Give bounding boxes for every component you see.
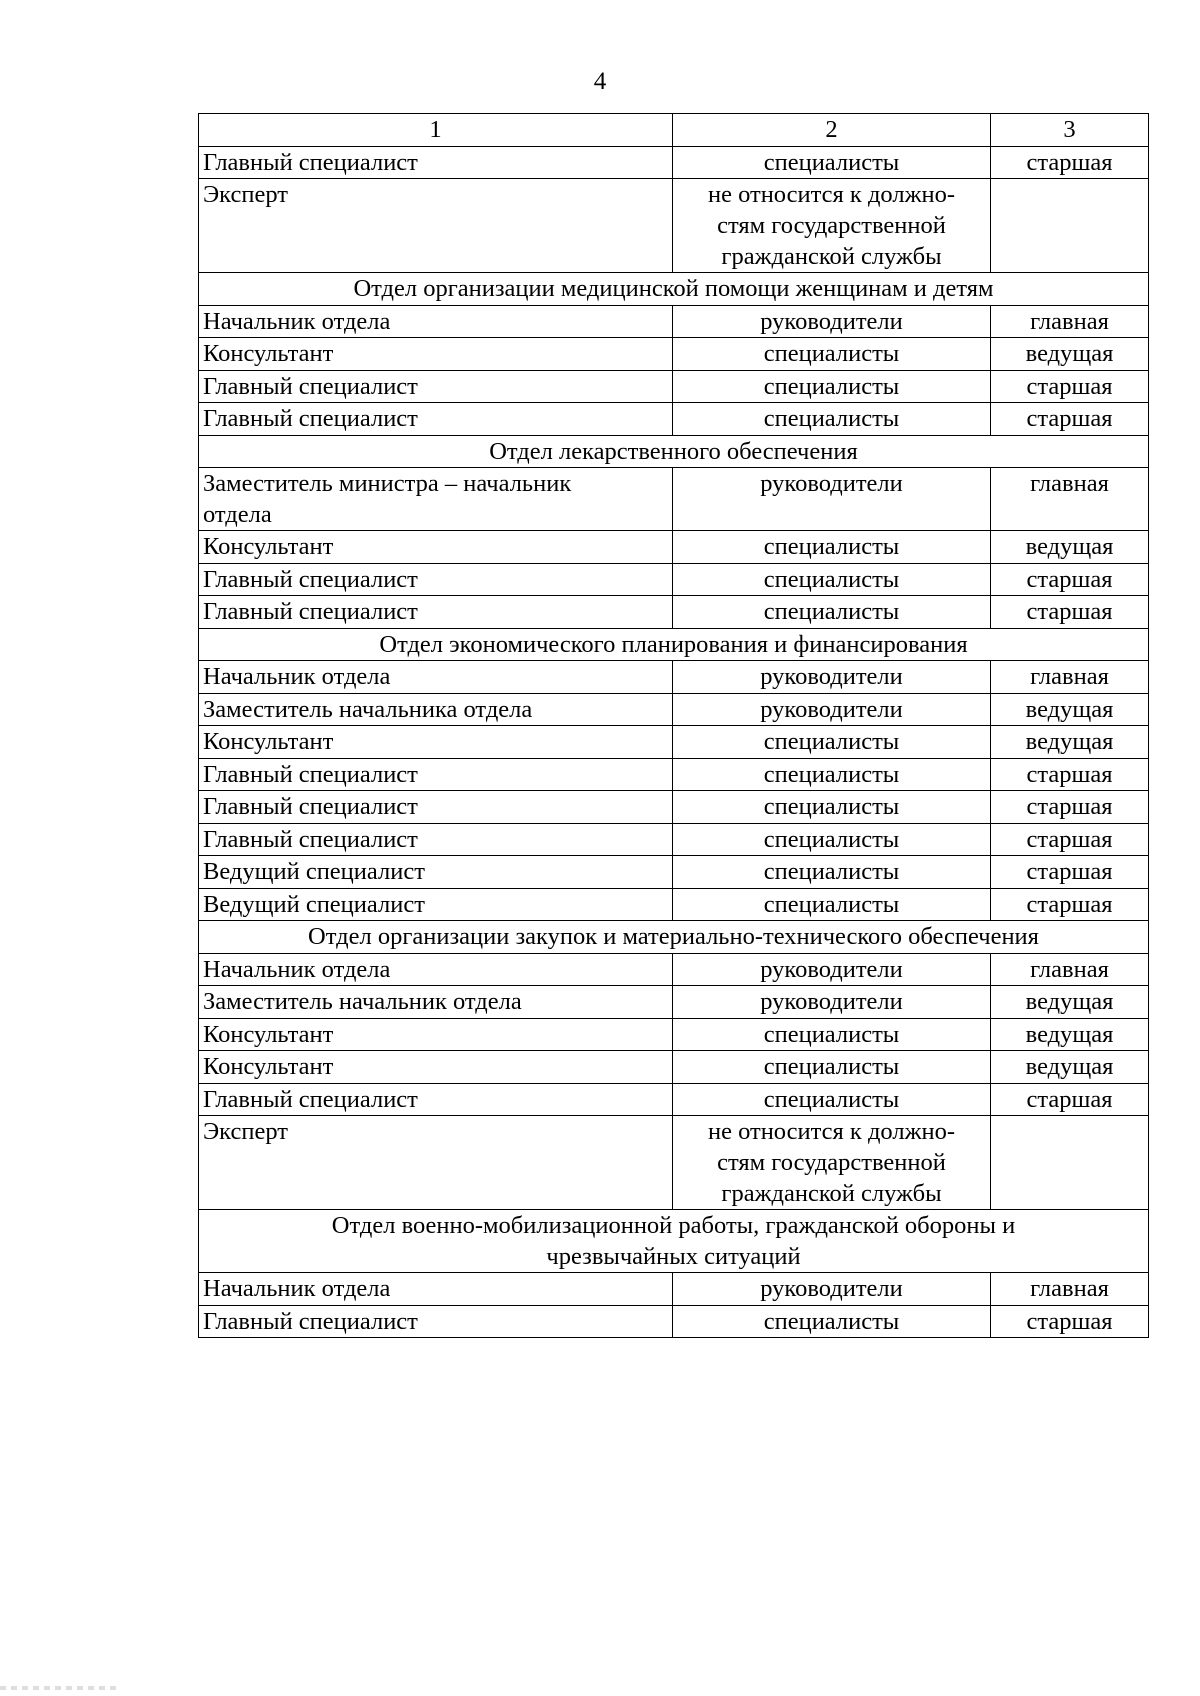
category-cell: специалисты: [673, 1051, 991, 1084]
group-cell: [991, 179, 1149, 273]
position-cell: Главный специалист: [199, 596, 673, 629]
position-cell: Консультант: [199, 338, 673, 371]
department-title: Отдел лекарственного обеспечения: [199, 435, 1149, 468]
position-cell: Начальник отдела: [199, 1273, 673, 1306]
table-row: [199, 888, 1149, 921]
department-title: Отдел организации медицинской помощи женщинам и детям: [199, 273, 1149, 306]
category-cell: специалисты: [673, 888, 991, 921]
category-cell: руководители: [673, 305, 991, 338]
group-cell: старшая: [991, 791, 1149, 824]
position-cell: Главный специалист: [199, 823, 673, 856]
column-header-category: 2: [673, 114, 991, 147]
category-cell: специалисты: [673, 823, 991, 856]
position-cell: Главный специалист: [199, 403, 673, 436]
position-cell: Главный специалист: [199, 146, 673, 179]
position-cell: Главный специалист: [199, 563, 673, 596]
table-row: [199, 856, 1149, 889]
position-cell: Консультант: [199, 1051, 673, 1084]
category-cell: руководители: [673, 953, 991, 986]
department-row: [199, 435, 1149, 468]
table-row: [199, 791, 1149, 824]
table-row: [199, 1116, 1149, 1210]
group-cell: старшая: [991, 1305, 1149, 1338]
table-row: [199, 1305, 1149, 1338]
group-cell: ведущая: [991, 1051, 1149, 1084]
department-row: [199, 1210, 1149, 1273]
position-cell: Заместитель начальника отдела: [199, 693, 673, 726]
group-cell: старшая: [991, 888, 1149, 921]
position-cell: Начальник отдела: [199, 661, 673, 694]
table-body: [199, 146, 1149, 1338]
position-cell: Заместитель министра – начальник отдела: [199, 468, 673, 531]
category-cell: специалисты: [673, 146, 991, 179]
category-cell: не относится к должно- стям государственной гражданской службы: [673, 179, 991, 273]
category-cell: руководители: [673, 661, 991, 694]
table-row: [199, 1083, 1149, 1116]
department-row: [199, 921, 1149, 954]
position-cell: Ведущий специалист: [199, 888, 673, 921]
category-cell: руководители: [673, 468, 991, 531]
page-number: 4: [593, 68, 607, 95]
position-cell: Эксперт: [199, 1116, 673, 1210]
category-cell: специалисты: [673, 791, 991, 824]
table-row: [199, 338, 1149, 371]
table-row: [199, 661, 1149, 694]
category-cell: руководители: [673, 693, 991, 726]
group-cell: старшая: [991, 403, 1149, 436]
table-row: [199, 986, 1149, 1019]
group-cell: главная: [991, 468, 1149, 531]
table-row: [199, 370, 1149, 403]
table-row: [199, 758, 1149, 791]
scan-artifact: [0, 1686, 120, 1690]
group-cell: главная: [991, 953, 1149, 986]
group-cell: ведущая: [991, 726, 1149, 759]
group-cell: ведущая: [991, 531, 1149, 564]
category-cell: специалисты: [673, 403, 991, 436]
table-row: [199, 468, 1149, 531]
group-cell: старшая: [991, 1083, 1149, 1116]
category-cell: руководители: [673, 1273, 991, 1306]
table-row: [199, 953, 1149, 986]
column-header-group: 3: [991, 114, 1149, 147]
position-cell: Консультант: [199, 726, 673, 759]
table-header-row: [199, 114, 1149, 147]
category-cell: специалисты: [673, 1083, 991, 1116]
category-cell: специалисты: [673, 531, 991, 564]
category-cell: специалисты: [673, 856, 991, 889]
group-cell: главная: [991, 1273, 1149, 1306]
group-cell: старшая: [991, 758, 1149, 791]
group-cell: ведущая: [991, 986, 1149, 1019]
category-cell: специалисты: [673, 563, 991, 596]
group-cell: старшая: [991, 370, 1149, 403]
table-row: [199, 1018, 1149, 1051]
position-cell: Начальник отдела: [199, 305, 673, 338]
group-cell: ведущая: [991, 693, 1149, 726]
category-cell: специалисты: [673, 338, 991, 371]
group-cell: главная: [991, 661, 1149, 694]
category-cell: специалисты: [673, 726, 991, 759]
position-cell: Главный специалист: [199, 791, 673, 824]
table-row: [199, 146, 1149, 179]
group-cell: старшая: [991, 563, 1149, 596]
category-cell: специалисты: [673, 596, 991, 629]
position-cell: Консультант: [199, 1018, 673, 1051]
group-cell: старшая: [991, 823, 1149, 856]
category-cell: специалисты: [673, 1018, 991, 1051]
position-cell: Заместитель начальник отдела: [199, 986, 673, 1019]
group-cell: старшая: [991, 146, 1149, 179]
table-row: [199, 305, 1149, 338]
category-cell: не относится к должно- стям государственной гражданской службы: [673, 1116, 991, 1210]
position-cell: Главный специалист: [199, 1305, 673, 1338]
table-row: [199, 596, 1149, 629]
table-row: [199, 726, 1149, 759]
position-cell: Начальник отдела: [199, 953, 673, 986]
position-cell: Главный специалист: [199, 1083, 673, 1116]
position-cell: Консультант: [199, 531, 673, 564]
department-title: Отдел военно-мобилизационной работы, гражданской обороны и чрезвычайных ситуаций: [199, 1210, 1149, 1273]
group-cell: главная: [991, 305, 1149, 338]
position-cell: Главный специалист: [199, 758, 673, 791]
department-row: [199, 273, 1149, 306]
department-title: Отдел организации закупок и материально-технического обеспечения: [199, 921, 1149, 954]
table-row: [199, 531, 1149, 564]
category-cell: специалисты: [673, 758, 991, 791]
table-row: [199, 693, 1149, 726]
group-cell: [991, 1116, 1149, 1210]
table-row: [199, 563, 1149, 596]
position-cell: Эксперт: [199, 179, 673, 273]
category-cell: специалисты: [673, 1305, 991, 1338]
group-cell: старшая: [991, 856, 1149, 889]
group-cell: ведущая: [991, 338, 1149, 371]
category-cell: руководители: [673, 986, 991, 1019]
table-row: [199, 823, 1149, 856]
group-cell: ведущая: [991, 1018, 1149, 1051]
column-header-position: 1: [199, 114, 673, 147]
position-cell: Главный специалист: [199, 370, 673, 403]
table-row: [199, 403, 1149, 436]
table-row: [199, 1273, 1149, 1306]
category-cell: специалисты: [673, 370, 991, 403]
position-cell: Ведущий специалист: [199, 856, 673, 889]
department-row: [199, 628, 1149, 661]
table-row: [199, 1051, 1149, 1084]
table-row: [199, 179, 1149, 273]
group-cell: старшая: [991, 596, 1149, 629]
staff-positions-table: [198, 113, 1149, 1338]
department-title: Отдел экономического планирования и финансирования: [199, 628, 1149, 661]
